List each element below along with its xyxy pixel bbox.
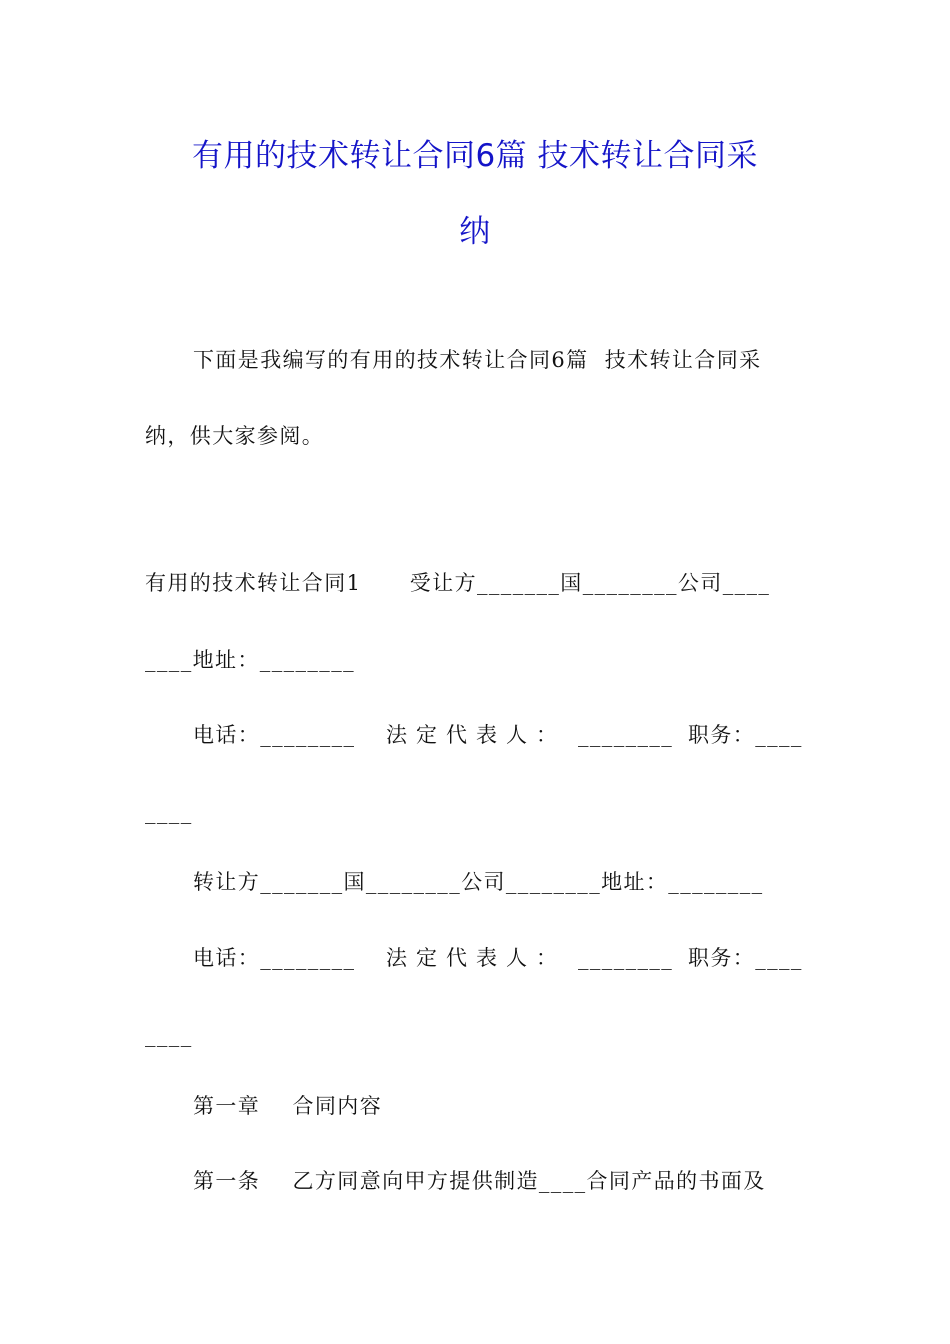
transferor-post-continued: ____ — [145, 1023, 193, 1047]
title-line-2: 纳 — [459, 214, 491, 250]
chapter-heading: 第一章 合同内容 — [193, 1094, 383, 1118]
title-line-1: 有用的技术转让合同6篇 技术转让合同采 — [191, 138, 759, 174]
contract-heading-line-1: 有用的技术转让合同1 受让方_______国________公司____ — [145, 571, 771, 595]
transferor-representative-label: 法定代表人： — [386, 946, 566, 970]
receiver-post: 职务：____ — [688, 723, 803, 747]
document-title — [110, 118, 840, 270]
receiver-post-continued: ____ — [145, 800, 193, 824]
transferor-line: 转让方_______国________公司________地址：________ — [193, 870, 764, 894]
receiver-representative-label: 法定代表人： — [386, 723, 566, 747]
article-1-line: 第一条 乙方同意向甲方提供制造____合同产品的书面及 — [193, 1169, 766, 1193]
transferor-representative-blank: ________ — [578, 946, 674, 970]
transferor-phone: 电话：________ — [193, 946, 356, 970]
intro-line-1: 下面是我编写的有用的技术转让合同6篇 技术转让合同采 — [193, 348, 762, 372]
receiver-representative-blank: ________ — [578, 723, 674, 747]
contract-heading-line-2: ____地址：________ — [145, 648, 355, 672]
transferor-post: 职务：____ — [688, 946, 803, 970]
receiver-phone: 电话：________ — [193, 723, 356, 747]
intro-line-2: 纳，供大家参阅。 — [145, 424, 325, 448]
